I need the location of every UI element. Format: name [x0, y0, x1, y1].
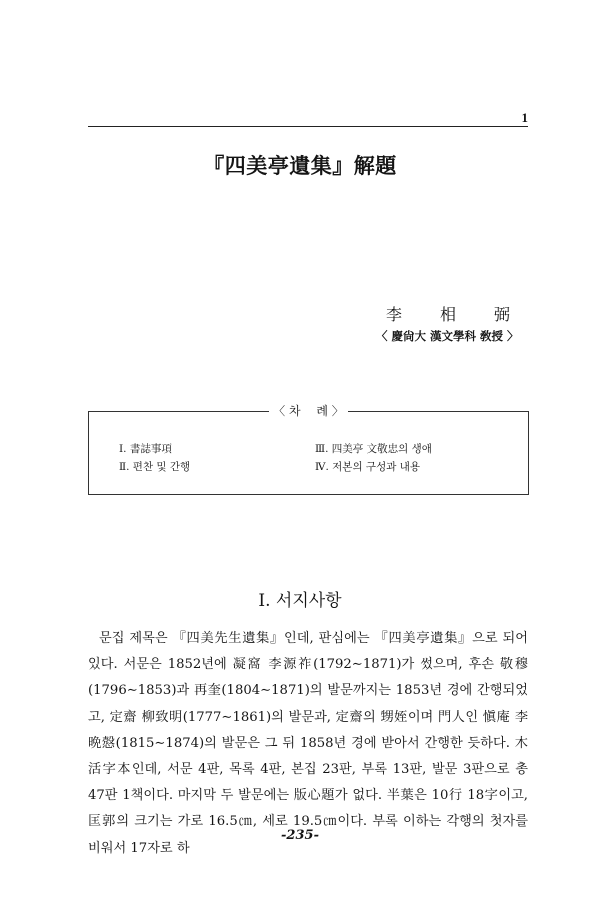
- toc-item: Ⅳ. 저본의 구성과 내용: [315, 461, 420, 473]
- section-heading: Ⅰ. 서지사항: [258, 591, 342, 611]
- author-name-char: 相: [439, 305, 456, 324]
- toc-item: Ⅲ. 四美亭 文敬忠의 생애: [315, 443, 432, 455]
- author-name-char: 李: [386, 305, 403, 324]
- header-rule: [88, 126, 528, 127]
- toc-item: Ⅱ. 편찬 및 간행: [119, 461, 191, 473]
- body-paragraph: 문집 제목은 『四美先生遺集』인데, 판심에는 『四美亭遺集』으로 되어 있다. 서문은 1852년에 凝窩 李源祚(1792∼1871)가 썼으며, 후손 敬穆(1796∼1853)과 再奎(1804∼1871)의 발문까지는 1853년 경에 간행되었고, 定齋 柳致明(1777∼1861)의 발문과, 定齋의 甥姪이며 門人인 愼庵 李晩慤(1815∼1874)의 발문은 그 뒤 1858년 경에 받아서 간행한 듯하다. 木活字本인데, 서문 4판, 목록 4판, 본집 23판, 부록 13판, 발문 3판으로 총 47판 1책이다. 마지막 두 발문에는 版心題가 없다. 半葉은 10行 18字이고, 匡郭의 크기는 가로 16.5㎝, 세로 19.5㎝이다. 부록 이하는 각행의 첫자를 비워서 17자로 하: [88, 631, 528, 856]
- author-affiliation: 〈 慶尙大 漢文學科 敎授 〉: [376, 329, 519, 343]
- toc-heading-label: 〈 차 례 〉: [269, 404, 348, 418]
- author-name: [386, 302, 510, 325]
- toc-heading: [89, 403, 528, 419]
- body-text: [88, 626, 528, 862]
- toc-item: Ⅰ. 書誌事項: [119, 443, 172, 455]
- header-page-number: 1: [521, 110, 528, 125]
- document-title: 『四美亭遺集』解題: [203, 153, 397, 178]
- table-of-contents: [88, 404, 529, 495]
- footer-page-number: -235-: [281, 828, 319, 843]
- author-name-char: 弼: [493, 305, 510, 324]
